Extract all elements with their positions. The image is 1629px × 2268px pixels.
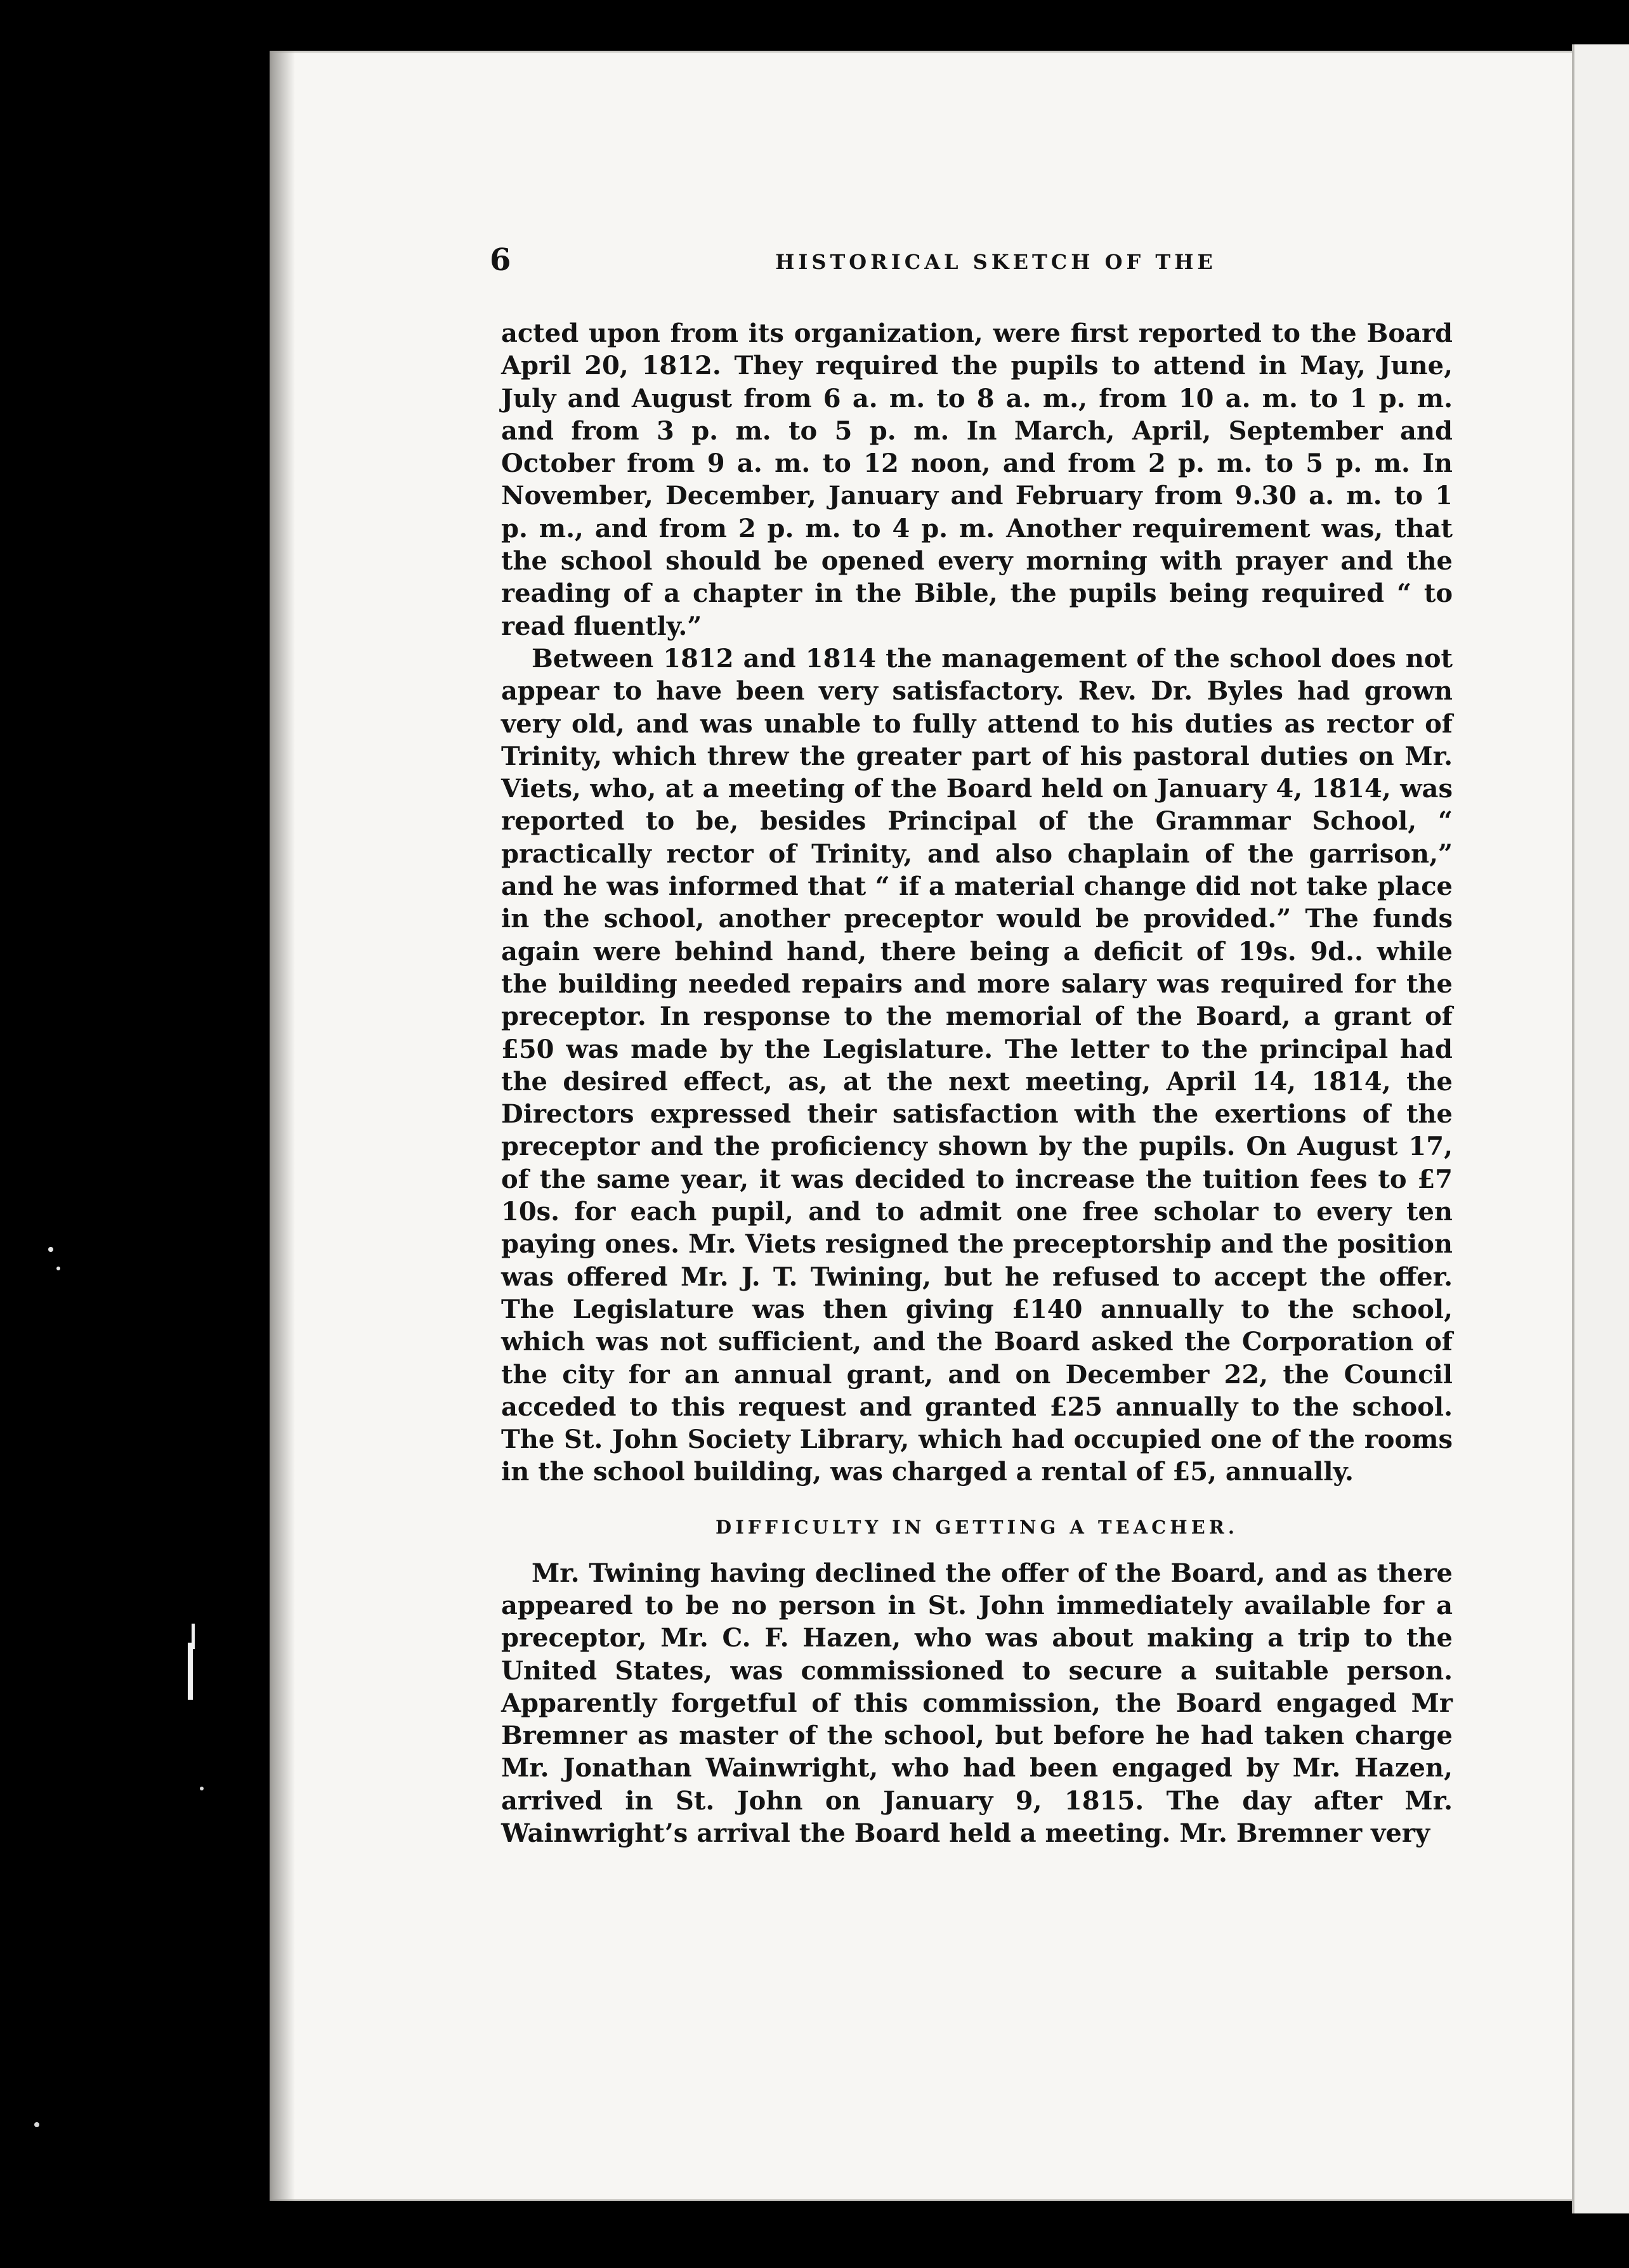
running-head bbox=[490, 242, 1453, 285]
paragraph: Mr. Twining having declined the offer of the Board, and as there appeared to be no person in St. John immediately available for a preceptor, Mr. C. F. Hazen, who was about making a trip to the United States, was commissioned to secure a suitable person. Apparently forgetful of this commission, the Board engaged Mr Bremner as master of the school, but before he had taken charge Mr. Jonathan Wainwright, who had been engaged by Mr. Hazen, arrived in St. John on January 9, 1815. The day after Mr. Wainwright’s arrival the Board held a meeting. Mr. Bremner very bbox=[501, 1558, 1453, 1849]
scan-border-specks bbox=[0, 0, 266, 2268]
gutter-shadow bbox=[270, 51, 295, 2201]
facing-page-edge bbox=[1572, 44, 1629, 2213]
speck-marks bbox=[0, 0, 266, 2268]
paragraph: Between 1812 and 1814 the management of the school does not appear to have been very satisfactory. Rev. Dr. Byles had grown very old, and was unable to fully attend to his duties as rector of Trinity, which threw the greater part of his pastoral duties on Mr. Viets, who, at a meeting of the Board held on January 4, 1814, was reported to be, besides Principal of the Grammar School, “ practically rector of Trinity, and also chaplain of the garrison,” and he was informed that “ if a material change did not take place in the school, another preceptor would be provided.” The funds again were behind hand, there being a deficit of 19s. 9d.. while the building needed repairs and more salary was required for the preceptor. In response to the memorial of the Board, a grant of £50 was made by the Legislature. The letter to the principal had the desired effect, as, at the next meeting, April 14, 1814, the Directors expressed their satisfaction with the exertions of the preceptor and the proficiency shown by the pupils. On August 17, of the same year, it was decided to increase the tuition fees to £7 10s. for each pupil, and to admit one free scholar to every ten paying ones. Mr. Viets resigned the preceptorship and the position was offered Mr. J. T. Twining, but he refused to accept the offer. The Legislature was then giving £140 annually to the school, which was not sufficient, and the Board asked the Corporation of the city for an annual grant, and on December 22, the Council acceded to this request and granted £25 annually to the school. The St. John Society Library, which had occupied one of the rooms in the school building, was charged a rental of £5, annually. bbox=[501, 643, 1453, 1487]
page-number: 6 bbox=[490, 242, 511, 278]
running-head-title: HISTORICAL SKETCH OF THE bbox=[775, 250, 1217, 274]
section-heading: DIFFICULTY IN GETTING A TEACHER. bbox=[716, 1516, 1238, 1538]
paragraph: acted upon from its organization, were first reported to the Board April 20, 1812. They required the pupils to attend in May, June, July and August from 6 a. m. to 8 a. m., from 10 a. m. to 1 p. m. and from 3 p. m. to 5 p. m. In March, April, September and October from 9 a. m. to 12 noon, and from 2 p. m. to 5 p. m. In November, December, January and February from 9.30 a. m. to 1 p. m., and from 2 p. m. to 4 p. m. Another requirement was, that the school should be opened every morning with prayer and the reading of a chapter in the Bible, the pupils being required “ to read fluently.” bbox=[501, 318, 1453, 641]
page-text bbox=[490, 242, 1453, 1849]
